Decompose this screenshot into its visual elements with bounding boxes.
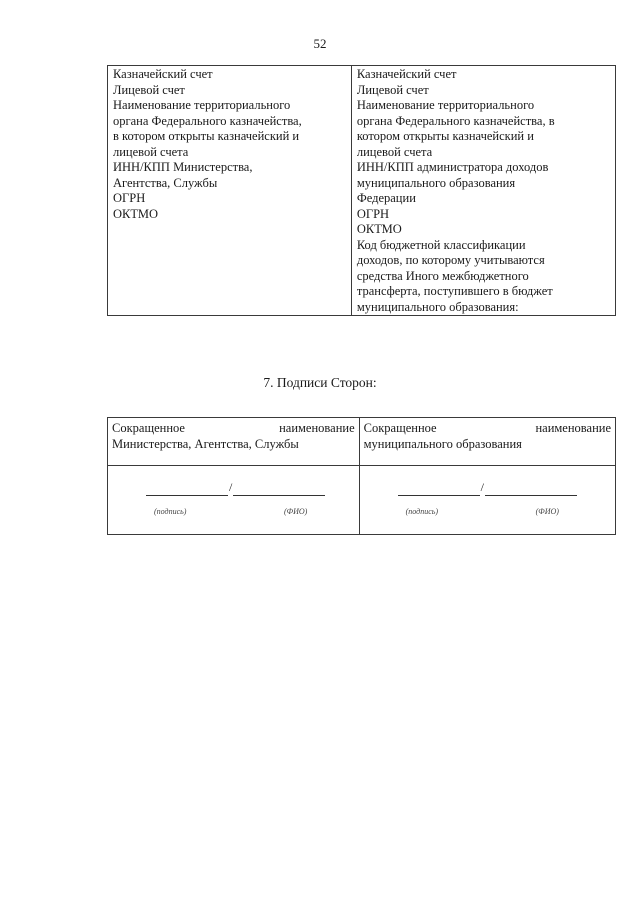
signature-lines [146, 480, 325, 496]
signature-caption: (подпись) [405, 507, 439, 516]
details-line: котором открыты казначейский и [356, 129, 534, 143]
name-line-1 [112, 421, 355, 437]
name-caption: (ФИО) [284, 507, 308, 516]
page-number: 52 [313, 36, 327, 51]
municipality-details-cell [351, 66, 615, 316]
details-line: доходов, по которому учитываются [356, 253, 545, 267]
name-word: Сокращенное [363, 421, 437, 435]
details-line: Код бюджетной классификации [356, 237, 526, 252]
signature-line[interactable] [146, 485, 228, 496]
details-line: Федерации [356, 191, 416, 205]
details-line: в котором открыты казначейский и [113, 129, 300, 143]
municipality-signature-cell [359, 466, 615, 535]
signature-block [108, 476, 359, 516]
details-line: Наименование территориального [356, 98, 535, 112]
bank-details-row [108, 66, 616, 316]
details-line: Казначейский счет [356, 67, 457, 81]
ministry-name-cell [108, 418, 360, 466]
details-line: Лицевой счет [113, 82, 185, 97]
details-line: ОКТМО [356, 222, 402, 236]
signatures-table [107, 417, 616, 535]
name-line[interactable] [485, 485, 577, 496]
signatures-body-row [108, 466, 616, 535]
name-line[interactable] [233, 485, 325, 496]
details-line: ОГРН [356, 206, 390, 221]
details-line: органа Федерального казначейства, [113, 113, 302, 128]
signature-slash: / [480, 480, 484, 494]
details-line: органа Федерального казначейства, в [356, 113, 555, 128]
details-line: Наименование территориального [113, 98, 291, 112]
name-line-1 [364, 421, 611, 437]
signature-block [360, 476, 615, 516]
name-caption: (ФИО) [535, 507, 559, 516]
signature-caption: (подпись) [154, 507, 187, 516]
details-line: Казначейский счет [113, 67, 213, 81]
ministry-signature-cell [108, 466, 360, 535]
municipality-name-cell [359, 418, 615, 466]
name-word: наименование [535, 421, 611, 435]
details-line: Агентства, Службы [113, 175, 218, 190]
details-line: ОКТМО [113, 206, 158, 221]
details-line: ОГРН [113, 191, 146, 205]
signatures-header-row [108, 418, 616, 466]
bank-details-table [107, 65, 616, 316]
signature-line[interactable] [398, 485, 480, 496]
name-word: наименование [279, 421, 355, 435]
details-line: лицевой счета [356, 144, 433, 159]
details-line: ИНН/КПП администратора доходов [356, 160, 549, 174]
name-line-2: муниципального образования [363, 436, 522, 451]
section-title: 7. Подписи Сторон: [263, 375, 377, 390]
details-line: средства Иного межбюджетного [356, 268, 529, 283]
ministry-details-cell [108, 66, 352, 316]
signature-slash: / [229, 480, 233, 494]
details-line: ИНН/КПП Министерства, [113, 160, 253, 174]
details-line: лицевой счета [113, 144, 189, 159]
name-word: Сокращенное [112, 421, 185, 435]
name-line-2: Министерства, Агентства, Службы [112, 436, 299, 451]
details-line: муниципального образования [356, 175, 516, 190]
details-line: трансферта, поступившего в бюджет [356, 284, 553, 298]
details-line: муниципального образования: [356, 299, 519, 314]
signature-lines [398, 480, 577, 496]
details-line: Лицевой счет [356, 82, 429, 97]
